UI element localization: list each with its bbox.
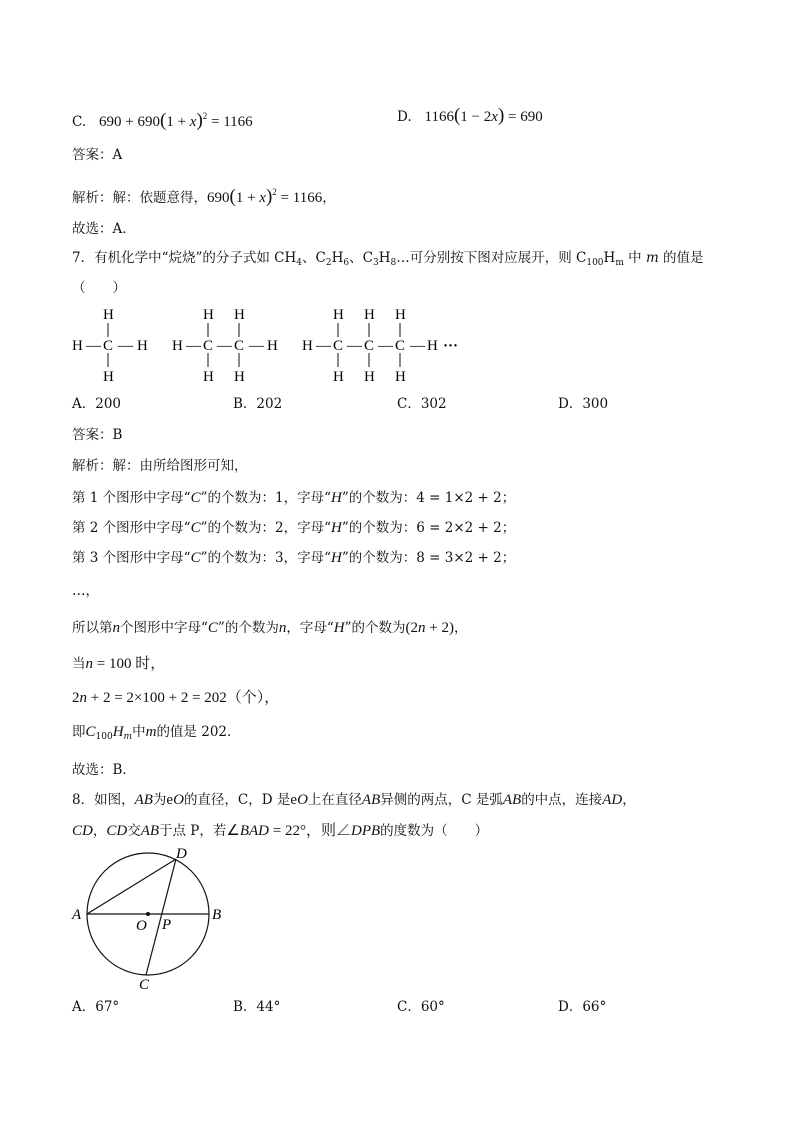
q6-conclusion: 故选：A． (72, 221, 136, 237)
q6-option-c: C. $690 + 690(1 + x)^2 = 1166$ (72, 110, 253, 131)
atom-label: H (364, 369, 375, 383)
q6-option-d: D. 1166(1 − 2x) = 690 (397, 105, 543, 126)
q7-analysis-row: 第 3 个图形中字母“C”的个数为：3，字母“H”的个数为：8 = 3×2 + 2； (72, 550, 516, 566)
chord-cd (146, 859, 176, 975)
atom-label: C (203, 338, 214, 354)
atom-label: — (410, 338, 425, 354)
atom-label: — (316, 338, 331, 354)
atom-label: C (364, 338, 375, 354)
atom-label: C (234, 338, 245, 354)
atom-label: — (217, 338, 232, 354)
label-a: A (72, 907, 82, 923)
atom-label: H (267, 338, 278, 354)
atom-label: H (427, 338, 438, 354)
label-d: D (176, 846, 187, 862)
propane-structure (302, 307, 458, 383)
alkane-structures-diagram (0, 303, 794, 383)
q8-option-b: B．44° (233, 999, 281, 1015)
atom-label: H (103, 307, 114, 323)
label-p: P (162, 917, 172, 933)
atom-label: H (172, 338, 183, 354)
atom-label: C (395, 338, 406, 354)
q7-calc: 2n + 2 = 2×100 + 2 = 202（个）， (72, 690, 280, 706)
atom-label: H (137, 338, 148, 354)
ethane-structure (172, 307, 278, 383)
ellipsis: ··· (443, 338, 459, 354)
q7-paren: （ ） (72, 280, 126, 296)
label-c: C (139, 977, 150, 993)
q7-option-b: B．202 (233, 396, 283, 412)
q8-option-d: D．66° (558, 999, 607, 1015)
atom-label: — (118, 338, 133, 354)
q6-option-d-formula: 1166(1 − 2x) = 690 (424, 105, 543, 126)
q7-option-d: D．300 (558, 396, 609, 412)
atom-label: H (72, 338, 83, 354)
q7-analysis-row: 第 2 个图形中字母“C”的个数为：2，字母“H”的个数为：6 = 2×2 + 2； (72, 520, 516, 536)
label-b: B (212, 907, 222, 923)
atom-label: — (186, 338, 201, 354)
q7-option-a: A．200 (72, 396, 122, 412)
q7-when: 当n = 100 时， (72, 656, 166, 672)
q7-analysis-intro: 解析：解：由所给图形可知， (72, 458, 248, 474)
atom-label: H (333, 307, 344, 323)
methane-structure (72, 307, 148, 383)
atom-label: — (347, 338, 362, 354)
q8-stem-line1: 8．如图，AB为eO的直径，C，D 是eO上在直径AB异侧的两点，C 是弧AB的中点，连接AD， (72, 792, 636, 808)
atom-label: H (364, 307, 375, 323)
atom-label: H (234, 369, 245, 383)
label-o: O (136, 918, 147, 934)
atom-label: H (203, 307, 214, 323)
atom-label: — (249, 338, 264, 354)
q6-answer: 答案：A (72, 147, 123, 163)
center-point (146, 912, 150, 916)
atom-label: H (302, 338, 313, 354)
atom-label: H (103, 369, 114, 383)
atom-label: H (333, 369, 344, 383)
chord-ad (87, 859, 176, 914)
atom-label: C (333, 338, 344, 354)
atom-label: H (203, 369, 214, 383)
atom-label: C (103, 338, 114, 354)
atom-label: — (86, 338, 101, 354)
atom-label: — (378, 338, 393, 354)
q8-option-c: C．60° (397, 999, 445, 1015)
q7-result: 即$C_{100}H_m$中m的值是 202． (72, 724, 241, 742)
q7-dots: …， (72, 583, 99, 599)
q7-conclusion: 故选：B． (72, 762, 136, 778)
q8-option-a: A．67° (72, 999, 120, 1015)
circle-geometry-diagram (66, 845, 236, 995)
q8-stem-line2: CD，CD交AB于点 P，若∠BAD = 22°，则∠DPB的度数为（ ） (72, 823, 489, 839)
atom-label: H (395, 369, 406, 383)
q7-option-c: C．302 (397, 396, 447, 412)
atom-label: H (395, 307, 406, 323)
q7-stem: 7．有机化学中“烷烧”的分子式如 $CH_4$、$C_2H_6$、$C_3H_8\dots$可分别按下图对应展开，则 $C_{100}H_m$ 中 m 的值是 (72, 250, 704, 268)
q7-answer: 答案：B (72, 427, 123, 443)
atom-label: H (234, 307, 245, 323)
q7-analysis-row: 第 1 个图形中字母“C”的个数为：1，字母“H”的个数为：4 = 1×2 + 2； (72, 490, 516, 506)
q6-option-c-formula: $690 + 690(1 + x)^2 = 1166$ (99, 110, 253, 131)
q6-analysis: 解析：解：依题意得，$690(1 + x)^2 = 1166$， (72, 186, 336, 207)
q7-general: 所以第n个图形中字母“C”的个数为n，字母“H”的个数为(2n + 2)， (72, 620, 468, 636)
